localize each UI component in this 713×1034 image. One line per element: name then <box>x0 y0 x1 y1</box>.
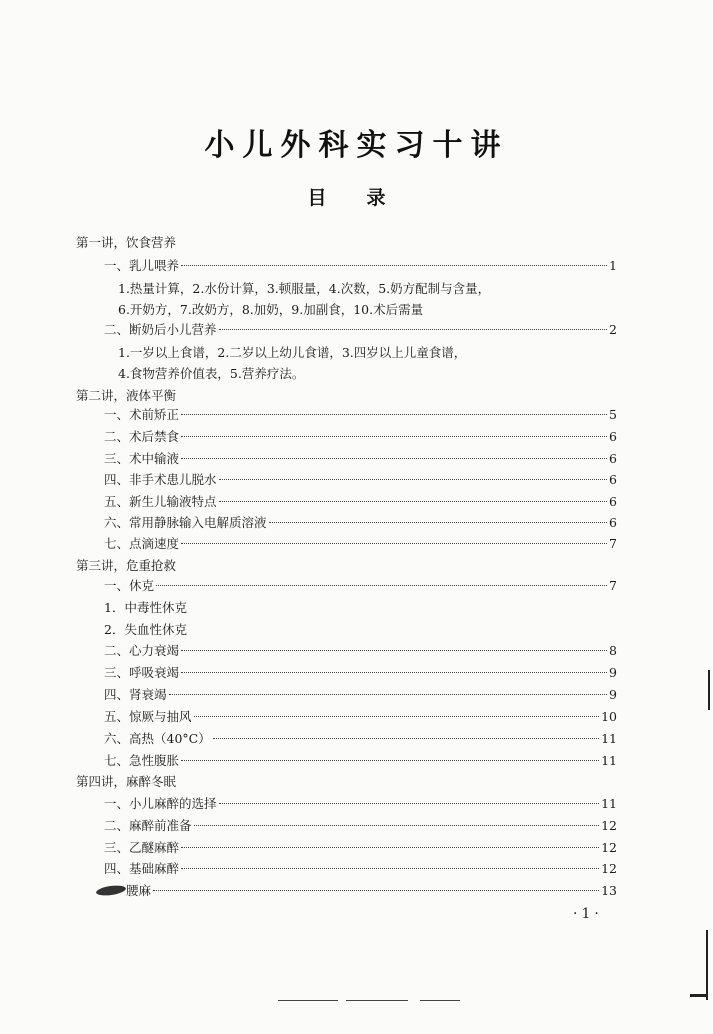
leader-dots <box>181 650 607 651</box>
toc-entry[interactable] <box>104 706 617 728</box>
chapter-heading: 第二讲，液体平衡 <box>76 388 177 403</box>
toc-entry[interactable] <box>104 575 617 597</box>
toc-entry-label: 一、术前矫正 <box>104 407 180 422</box>
toc-entry[interactable] <box>104 837 617 859</box>
toc-entry[interactable] <box>104 491 617 513</box>
toc-entry-label: 六、常用静脉输入电解质溶液 <box>104 515 267 530</box>
toc-entry[interactable] <box>104 533 617 555</box>
leader-dots <box>169 694 607 695</box>
toc-entry-label: 七、急性腹胀 <box>104 753 180 768</box>
leader-dots <box>156 585 607 586</box>
toc-entry-label: 一、休克 <box>104 578 155 593</box>
toc-entry-label: 四、肾衰竭 <box>104 687 167 702</box>
chapter-heading: 第一讲，饮食营养 <box>76 235 177 250</box>
toc-page-number: 12 <box>601 818 617 833</box>
chapter-heading: 第三讲，危重抢救 <box>76 558 177 573</box>
toc-entry[interactable] <box>104 319 617 341</box>
toc-page-number: 6 <box>609 429 617 444</box>
leader-dots <box>181 414 607 415</box>
toc-entry[interactable] <box>104 684 617 706</box>
toc-heading: 目录 <box>307 187 426 209</box>
page-number: ·1· <box>573 906 603 922</box>
toc-entry[interactable] <box>104 255 617 277</box>
scan-edge-mark <box>706 930 708 1000</box>
toc-subitems: 4.食物营养价值表，5.营养疗法。 <box>118 366 305 381</box>
bottom-rule <box>278 1000 338 1001</box>
toc-entry-label: 二、断奶后小儿营养 <box>104 322 217 337</box>
toc-page-number: 11 <box>601 731 617 746</box>
document-title: 小儿外科实习十讲 <box>204 128 509 163</box>
leader-dots <box>219 803 600 804</box>
leader-dots <box>181 868 599 869</box>
leader-dots <box>181 543 607 544</box>
toc-entry-label: 六、高热（40°C） <box>104 731 211 746</box>
leader-dots <box>219 501 607 502</box>
leader-dots <box>181 847 599 848</box>
toc-page-number: 7 <box>609 536 617 551</box>
toc-page-number: 9 <box>609 665 617 680</box>
scan-edge-mark <box>690 994 708 997</box>
toc-page-number: 6 <box>609 451 617 466</box>
toc-page-number: 10 <box>601 709 617 724</box>
toc-page-number: 12 <box>601 861 617 876</box>
leader-dots <box>181 436 607 437</box>
toc-entry-label: 二、心力衰竭 <box>104 643 180 658</box>
toc-entry-label: 腰麻 <box>126 883 152 898</box>
toc-entry[interactable] <box>104 662 617 684</box>
leader-dots <box>269 522 607 523</box>
toc-entry[interactable] <box>104 728 617 750</box>
toc-entry[interactable] <box>104 815 617 837</box>
toc-entry-label: 四、基础麻醉 <box>104 861 180 876</box>
leader-dots <box>153 890 599 891</box>
toc-page-number: 13 <box>601 883 617 898</box>
toc-page-number: 2 <box>609 322 617 337</box>
leader-dots <box>194 825 600 826</box>
toc-page-number: 1 <box>609 258 617 273</box>
bottom-rule <box>346 1000 408 1001</box>
toc-entry[interactable] <box>104 858 617 880</box>
toc-entry-label: 三、呼吸衰竭 <box>104 665 180 680</box>
toc-entry-label: 三、乙醚麻醉 <box>104 840 180 855</box>
toc-entry-label: 二、术后禁食 <box>104 429 180 444</box>
toc-entry[interactable] <box>104 640 617 662</box>
toc-entry-label: 三、术中输液 <box>104 451 180 466</box>
leader-dots <box>194 716 600 717</box>
toc-subitem: 2．失血性休克 <box>104 622 187 637</box>
toc-page-number: 6 <box>609 494 617 509</box>
toc-page-number: 9 <box>609 687 617 702</box>
toc-subitems: 1.一岁以上食谱，2.二岁以上幼儿食谱，3.四岁以上儿童食谱， <box>118 345 467 360</box>
toc-page-number: 6 <box>609 515 617 530</box>
bottom-rule <box>420 1000 460 1001</box>
toc-entry-label: 五、惊厥与抽风 <box>104 709 192 724</box>
leader-dots <box>219 479 607 480</box>
toc-entry[interactable] <box>104 880 617 902</box>
toc-subitems: 1.热量计算，2.水份计算，3.顿服量，4.次数，5.奶方配制与含量， <box>118 281 491 296</box>
leader-dots <box>181 265 607 266</box>
toc-entry[interactable] <box>104 426 617 448</box>
leader-dots <box>181 760 599 761</box>
toc-subitems: 6.开奶方，7.改奶方，8.加奶，9.加副食，10.术后需量 <box>118 302 424 317</box>
toc-entry-label: 一、小儿麻醉的选择 <box>104 796 217 811</box>
toc-entry[interactable] <box>104 512 617 534</box>
toc-page-number: 11 <box>601 796 617 811</box>
toc-entry-label: 四、非手术患儿脱水 <box>104 472 217 487</box>
toc-page-number: 7 <box>609 578 617 593</box>
scan-edge-mark <box>708 670 710 710</box>
toc-entry-label: 七、点滴速度 <box>104 536 180 551</box>
toc-entry-label: 二、麻醉前准备 <box>104 818 192 833</box>
toc-subitem: 1．中毒性休克 <box>104 600 187 615</box>
toc-entry-label: 五、新生儿输液特点 <box>104 494 217 509</box>
toc-page-number: 6 <box>609 472 617 487</box>
toc-page-number: 11 <box>601 753 617 768</box>
toc-entry[interactable] <box>104 750 617 772</box>
chapter-heading: 第四讲，麻醉冬眠 <box>76 774 177 789</box>
toc-page-number: 8 <box>609 643 617 658</box>
toc-page-number: 12 <box>601 840 617 855</box>
leader-dots <box>181 672 607 673</box>
toc-entry[interactable] <box>104 448 617 470</box>
toc-entry[interactable] <box>104 793 617 815</box>
toc-entry[interactable] <box>104 404 617 426</box>
toc-entry-label: 一、乳儿喂养 <box>104 258 180 273</box>
leader-dots <box>181 458 607 459</box>
leader-dots <box>219 329 607 330</box>
toc-page-number: 5 <box>609 407 617 422</box>
toc-entry[interactable] <box>104 469 617 491</box>
leader-dots <box>213 738 599 739</box>
